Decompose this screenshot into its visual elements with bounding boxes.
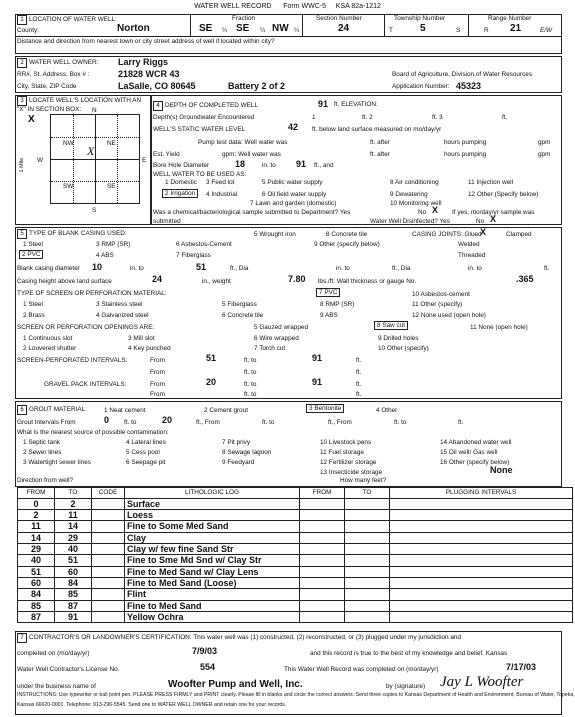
completed-date: 7/9/03	[192, 646, 218, 656]
distance-label: Distance and direction from nearest town or city street address of well if located within city?	[17, 38, 275, 45]
log-description: Fine to Med Sand w/ Clay Lens	[125, 566, 300, 577]
plug-from	[300, 589, 345, 600]
fraction-label: Fraction	[232, 15, 256, 22]
plug-from	[300, 566, 345, 577]
log-description: Clay	[125, 532, 300, 543]
log-row	[18, 589, 573, 600]
plug-interval	[390, 498, 573, 509]
plug-from	[300, 532, 345, 543]
plug-from	[300, 577, 345, 588]
log-code	[92, 611, 125, 622]
perf-from: 51	[206, 353, 217, 363]
log-to: 84	[55, 577, 92, 588]
log-description: Surface	[125, 498, 300, 509]
plug-interval	[390, 589, 573, 600]
township-number: 5	[420, 23, 426, 34]
plug-from	[300, 521, 345, 532]
log-code	[92, 577, 125, 588]
location-x-mark: X	[87, 144, 95, 158]
log-from: 29	[18, 543, 55, 554]
plug-interval	[390, 543, 573, 554]
plug-interval	[390, 611, 573, 622]
county-label: County:	[17, 27, 40, 34]
plug-to	[345, 577, 390, 588]
plug-from	[300, 555, 345, 566]
plug-from	[300, 509, 345, 520]
plug-interval	[390, 566, 573, 577]
range-number: 21	[510, 23, 522, 34]
plug-to	[345, 543, 390, 554]
plug-to	[345, 532, 390, 543]
bore-diameter: 18	[235, 159, 246, 169]
application-number: 45323	[456, 81, 482, 91]
grout-from: 0	[104, 415, 110, 425]
log-from: 87	[18, 611, 55, 622]
bore-depth: 91	[296, 159, 307, 169]
log-from: 84	[18, 589, 55, 600]
battery-note: Battery 2 of 2	[228, 81, 286, 91]
saw-cut-circled: 8 Saw cut	[374, 321, 408, 330]
location-label: LOCATION OF WATER WELL:	[29, 16, 117, 23]
log-description: Fine to Sme Md Snd w/ Clay Str	[125, 555, 300, 566]
log-description: Yellow Ochra	[125, 611, 300, 622]
form-title: WATER WELL RECORD	[194, 3, 272, 10]
plug-interval	[390, 509, 573, 520]
log-to: 87	[55, 600, 92, 611]
log-description: Fine to Some Med Sand	[125, 521, 300, 532]
log-code	[92, 521, 125, 532]
contractor-signature: Jay L Woofter	[440, 674, 524, 690]
plug-interval	[390, 532, 573, 543]
ksa-ref: KSA 82a-1212	[335, 3, 381, 10]
owner-label: WATER WELL OWNER:	[29, 59, 99, 66]
quarter-3: NW	[272, 23, 289, 34]
log-code	[92, 532, 125, 543]
section-number: 24	[338, 23, 350, 34]
plug-interval	[390, 555, 573, 566]
water-well-record-form: WATER WELL RECORD Form WWC-5 KSA 82a-1212 1 LOCATION OF WATER WELL: Fraction County: Norton SE ¼ SE ¼ NW ¼ Section Number 24 Township Number T 5 S Range Number R 21 E/W Distance and direction from nearest town or city street address of well if located within city? 2 WATER WELL OWNER: Larry Riggs RR#, St. Address, Box # : 21828 WCR 43 City, State, ZIP Code LaSalle, CO 80645 Battery 2 of 2 Board of Agriculture, Division of Water Resources Application Number: 45323 3 LOCATE WELL'S LOCATION WITH AN "X" IN SECTION BOX: NW NE SW SE X N S W E X 1 Mile 4 DEPTH OF COMPLETED WELL 91 ft. ELEVATION: Depth(s) Groundwater Encountered 1 ft. 2 ft. 3 ft. WELL'S STATIC WATER LEVEL 42 ft. below land surface measured on mo/day/yr Pump test data: Well water was ft. after hours pumping gpm Est. Yield gpm: Well water was ft. after hours pumping gpm Bore Hole Diameter 18 in. to 91 ft., and WELL WATER TO BE USED AS: 1 Domestic 3 Feed lot 5 Public water supply 8 Air conditioning 11 Injection well 2 Irrigation 4 Industrial 6 Oil field water supply 9 Dewatering 12 Other (Specify below) 7 Lawn and garden (domestic) 10 Monitoring well Was a chemical/bacteriological sample submitted to Department? Yes No X If yes, mo/day/yr sample was submitted Water Well Disinfected? Yes No X 5 TYPE OF BLANK CASING USED: 5 Wrought iron 8 Concrete tile CASING JOINTS: Glued X Clamped 1 Steel 3 RMP (SR) 6 Asbestos-Cement 9 Other (specify below) Welded 2 PVC 4 ABS 7 Fiberglass Threaded Blank casing diameter 10 in. to 51 ft., Dia in. to ft., Dia in. to ft. Casing height above land surface 24 in., weight 7.80 lbs./ft. Wall thickness or gauge No. .365 TYPE OF SCREEN OR PERFORATION MATERIAL: 1 Steel 3 Stainless steel 5 Fiberglass 7 PVC 10 Asbestos-cement 2 Brass 4 Galvanized steel 6 Concrete tile 8 RMP (SR) 11 Other (specify) 9 ABS 12 None used (open hole) SCREEN OR PERFORATION OPENINGS ARE: 5 Gauzed wrapped 8 Saw cut 11 None (open hole) 1 Continuous slot 3 Mill slot 6 Wire wrapped 9 Drilled holes 2 Louvered shutter 4 Key punched 7 Torch cut 10 Other (specify) SCREEN-PERFORATED INTERVALS: From 51 ft. to 91 ft. From ft. to ft. GRAVEL PACK INTERVALS: From 20 ft. to 91 ft. From ft. to ft. 6 GROUT MATERIAL: 1 Neat cement 2 Cement grout 3 Bentonite 4 Other Grout Intervals From 0 ft. to 20 ft., From ft. to ft., From ft. to ft. What is the nearest source of possible contamination: 1 Septic tank 4 Lateral lines 7 Pit privy 10 Livestock pens 14 Abandoned water well 2 Sewer lines 5 Cess pool 8 Sewage lagoon 11 Fuel storage 15 Oil well/ Gas well 3 Watertight sewer lines 6 Seepage pit 9 Feedyard 12 Fertilizer storage 16 Other (specify below) 13 Insecticide storage None Direction from well? How many feet? FROM TO CODE LITHOLOGIC LOG FROM TO PLUGGING INTERVALS 0 2 Surface 2 11 Loess 11 14 Fine to Some Med Sand 14 29 Clay 29 40 Clay w/ few fine Sand Str 40 51 Fine to Sme Md Snd w/ Clay Str 51 60 Fine to Med Sand w/ Clay Lens 60 84 Fine to Med Sand (Loose) 84 85 Flint 85 87 Fine to Med Sand 87 91 Yellow Ochra 7 CONTRACTOR'S OR LANDOWNER'S CERTIFICATION: This water well was (1) constructed, (2) reconstructed, or (3) plugged under my jurisdiction and completed on (mo/day/yr) 7/9/03 and this record is true to the best of my knowledge and belief. Kansas Water Well Contractor's License No. 554 This Water Well Record was completed on (mo/day/yr) 7/17/03 under the business name of Woofter Pump and Well, Inc. by (signature) Jay L Woofter INSTRUCTIONS: Use typewriter or ball point pen. PLEASE PRESS FIRMLY and PRINT clearly. Please fill in blanks and circle the correct answers. Send three copies to Kansas Department of Health and Environment, Bureau of Water, Topeka, Kansas 66620-0001. Telephone: 913-296-5545. Send one to WATER WELL OWNER and retain one for your records.	[0, 0, 575, 717]
plug-to	[345, 611, 390, 622]
log-from: 85	[18, 600, 55, 611]
log-from: 60	[18, 577, 55, 588]
screen-pvc-circled: 7 PVC	[316, 288, 340, 297]
log-header-row: FROM TO CODE LITHOLOGIC LOG FROM TO PLUGGING INTERVALS	[18, 488, 573, 499]
casing-diameter: 10	[92, 262, 103, 272]
log-from: 14	[18, 532, 55, 543]
plug-to	[345, 600, 390, 611]
plug-to	[345, 509, 390, 520]
log-to: 60	[55, 566, 92, 577]
bentonite-circled: 3 Bentonite	[306, 404, 344, 413]
log-code	[92, 600, 125, 611]
form-header	[0, 3, 575, 11]
plug-to	[345, 589, 390, 600]
county-value: Norton	[117, 23, 150, 34]
license-number: 554	[200, 662, 216, 672]
plug-from	[300, 498, 345, 509]
log-from: 11	[18, 521, 55, 532]
business-name: Woofter Pump and Well, Inc.	[168, 679, 303, 690]
contamination-none: None	[490, 465, 513, 475]
casing-depth: 51	[196, 262, 207, 272]
record-date: 7/17/03	[506, 662, 537, 672]
use-irrigation-circled: 2 Irrigation	[162, 189, 198, 198]
log-to: 29	[55, 532, 92, 543]
log-from: 40	[18, 555, 55, 566]
log-to: 91	[55, 611, 92, 622]
quarter-1: SE	[199, 23, 213, 34]
log-code	[92, 566, 125, 577]
log-to: 11	[55, 509, 92, 520]
perf-to: 91	[312, 353, 323, 363]
log-code	[92, 509, 125, 520]
section-grid: NW NE SW SE X	[50, 114, 140, 204]
locate-label: LOCATE WELL'S LOCATION WITH AN "X" IN SECTION BOX:	[17, 97, 142, 113]
city-value: LaSalle, CO 80645	[118, 81, 196, 91]
log-row	[18, 577, 573, 588]
owner-value: Larry Riggs	[118, 57, 169, 67]
casing-height: 24	[152, 274, 163, 284]
log-description: Flint	[125, 589, 300, 600]
log-from: 51	[18, 566, 55, 577]
log-description: Fine to Med Sand	[125, 600, 300, 611]
log-row	[18, 566, 573, 577]
log-row	[18, 509, 573, 520]
casing-pvc-circled: 2 PVC	[19, 250, 43, 259]
log-row	[18, 611, 573, 622]
log-from: 0	[18, 498, 55, 509]
plug-interval	[390, 600, 573, 611]
range-label: Range Number	[488, 15, 532, 22]
log-row	[18, 600, 573, 611]
plug-interval	[390, 521, 573, 532]
form-number: Form WWC-5	[283, 3, 327, 10]
wall-gauge: .365	[516, 274, 534, 284]
log-to: 51	[55, 555, 92, 566]
log-row	[18, 532, 573, 543]
application-label: Application Number:	[392, 83, 450, 90]
gravel-from: 20	[206, 377, 217, 387]
section-number-label: Section Number	[316, 15, 362, 22]
board-label: Board of Agriculture, Division of Water Resources	[392, 71, 533, 78]
log-description: Clay w/ few fine Sand Str	[125, 543, 300, 554]
plug-to	[345, 521, 390, 532]
plug-from	[300, 543, 345, 554]
log-to: 2	[55, 498, 92, 509]
plug-from	[300, 600, 345, 611]
log-row	[18, 521, 573, 532]
log-description: Loess	[125, 509, 300, 520]
quarter-2: SE	[236, 23, 250, 34]
plug-to	[345, 555, 390, 566]
plug-to	[345, 498, 390, 509]
grout-to: 20	[162, 415, 173, 425]
static-level: 42	[288, 122, 299, 132]
log-to: 85	[55, 589, 92, 600]
lithologic-log-table	[17, 487, 573, 623]
log-code	[92, 543, 125, 554]
log-from: 2	[18, 509, 55, 520]
log-description: Fine to Med Sand (Loose)	[125, 577, 300, 588]
plug-from	[300, 611, 345, 622]
log-row	[18, 555, 573, 566]
range-ew: E/W	[540, 27, 553, 34]
log-code	[92, 589, 125, 600]
address-value: 21828 WCR 43	[118, 69, 180, 79]
plug-interval	[390, 577, 573, 588]
depth-value: 91	[318, 99, 329, 109]
township-label: Township Number	[394, 15, 446, 22]
depth-label: DEPTH OF COMPLETED WELL	[165, 102, 259, 109]
log-row	[18, 498, 573, 509]
log-code	[92, 555, 125, 566]
log-to: 40	[55, 543, 92, 554]
log-code	[92, 498, 125, 509]
casing-weight: 7.80	[288, 274, 306, 284]
log-to: 14	[55, 521, 92, 532]
log-row	[18, 543, 573, 554]
address-label: RR#, St. Address, Box # :	[17, 71, 90, 78]
city-label: City, State, ZIP Code	[17, 83, 77, 90]
plug-to	[345, 566, 390, 577]
gravel-to: 91	[312, 377, 323, 387]
